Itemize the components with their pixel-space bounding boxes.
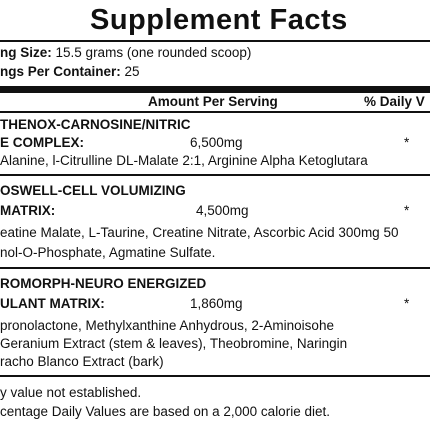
blend-amount: 6,500mg: [190, 135, 243, 150]
daily-value-asterisk: *: [404, 296, 410, 311]
amount-per-serving-header: Amount Per Serving: [148, 94, 278, 109]
servings-label: ngs Per Container:: [0, 64, 121, 79]
daily-value-asterisk: *: [404, 203, 410, 218]
thick-divider: [0, 86, 430, 93]
blend-ingredients: nol-O-Phosphate, Agmatine Sulfate.: [0, 245, 216, 260]
serving-size-label: ng Size:: [0, 45, 52, 60]
panel-title: Supplement Facts: [90, 4, 348, 36]
divider: [0, 375, 430, 377]
servings-per-container-row: [0, 64, 140, 79]
divider: [0, 174, 430, 176]
blend-amount: 1,860mg: [190, 296, 243, 311]
blend-name: ROMORPH-NEURO ENERGIZED: [0, 276, 207, 291]
blend-ingredients: eatine Malate, L-Taurine, Creatine Nitrate, Ascorbic Acid 300mg 50: [0, 225, 399, 240]
blend-name: THENOX-CARNOSINE/NITRIC: [0, 117, 191, 132]
divider: [0, 40, 430, 42]
blend-amount: 4,500mg: [196, 203, 249, 218]
blend-ingredients: pronolactone, Methylxanthine Anhydrous, 2-Aminoisohe: [0, 318, 334, 333]
serving-size-value: 15.5 grams (one rounded scoop): [55, 45, 252, 60]
blend-ingredients: Alanine, l-Citrulline DL-Malate 2:1, Arginine Alpha Ketoglutara: [0, 153, 368, 168]
blend-name: ULANT MATRIX:: [0, 296, 105, 311]
blend-ingredients: racho Blanco Extract (bark): [0, 354, 164, 369]
divider: [0, 111, 430, 113]
blend-name: E COMPLEX:: [0, 135, 85, 150]
blend-name: OSWELL-CELL VOLUMIZING: [0, 183, 186, 198]
footnote-daily-value: y value not established.: [0, 385, 142, 400]
footnote-calorie-diet: centage Daily Values are based on a 2,000 calorie diet.: [0, 404, 330, 419]
serving-size-row: [0, 45, 251, 60]
servings-value: 25: [124, 64, 140, 79]
divider: [0, 267, 430, 269]
daily-value-asterisk: *: [404, 135, 410, 150]
blend-ingredients: Geranium Extract (stem & leaves), Theobromine, Naringin: [0, 336, 348, 351]
daily-value-header: % Daily V: [364, 94, 425, 109]
blend-name: MATRIX:: [0, 203, 56, 218]
